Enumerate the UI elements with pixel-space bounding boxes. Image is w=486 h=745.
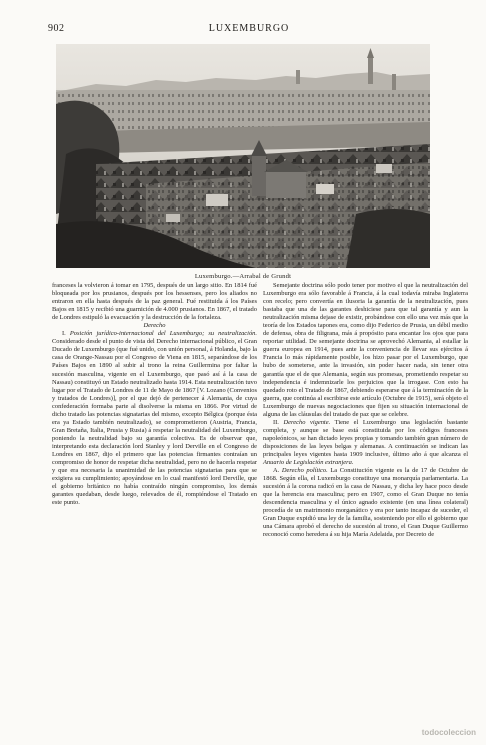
yearbook-title: Anuario de Legislación extranjera.: [263, 459, 354, 467]
paragraph: [52, 330, 257, 507]
paragraph: franceses la volvieron á tomar en 1795, después de un largo sitio. En 1814 fué bloqueada por los prusianos, después por los hessenses, pero los aliados no entraron en ella hasta después de la paz general. Fué restituida á los Países Bajos en 1815 y recibió una guarnición de 4.000 prusianos. En 1867, el tratado de Londres estipuló la evacuación y la destrucción de la fortaleza.: [52, 282, 257, 322]
section-label: I.: [62, 330, 66, 338]
watermark: todocoleccion: [421, 728, 476, 737]
paragraph: [263, 419, 468, 467]
running-head: LUXEMBURGO: [208, 23, 290, 34]
subsection-title: Derecho vigente.: [283, 418, 331, 426]
section-label: A.: [273, 467, 280, 475]
subsection-title: Posición jurídico-internacional del Luxemburgo; su neutralización.: [69, 330, 257, 338]
city-photograph: [56, 44, 430, 268]
paragraph-body: Considerado desde el punto de vista del Derecho internacional público, el Gran Ducado de Luxemburgo (que fué unido, con unión personal, á Holanda, bajo la casa de Orange-Nassau por el Congreso de Viena en 1815, separándose de los Países Bajos en 1890 al subir al trono la reina Guillermina por faltar la sucesión masculina, vigente en el Luxemburgo, que pasó así á la casa de Nassau) constituyó un Estado neutralizado hasta 1914. Esta neutralización tuvo lugar por el Tratado de Londres de 11 de Mayo de 1867 [V. Lozano (Convenios y tratados de Londres)], por el que dejó de pertenecer á Alemania, de cuya confederación formaba parte al disolverse la misma en 1866. Por virtud de dicho tratado las potencias signatarias del mismo, excepto Bélgica (porque ésta era ya Estado también neutralizado), se comprometieron (Austria, Francia, Gran Bretaña, Italia, Prusia y Rusia) á respetar la neutralidad del Luxemburgo, poniendo la neutralidad bajo su garantía colectiva. Es de observar que, interpretando esta declaración lord Stanley y lord Derville en el Congreso de Londres en 1867, dijo el primero que las potencias firmantes contraían un compromiso de honor de respetar dicha neutralidad, pero no de hacerla respetar y que era necesaria la unanimidad de las potencias signatarias para que se exigiera su cumplimiento; apoyándose en lo cual manifestó lord Derville, que el gobierno británico no había contraído ningún compromiso, los demás garantes quedaban, desde luego, relevados de él, rompiéndose el Tratado en este punto.: [52, 338, 257, 507]
left-column: [52, 282, 257, 507]
right-column: [263, 282, 468, 540]
paragraph: [263, 467, 468, 539]
figure-caption: Luxemburgo.—Arrabal de Grundt: [194, 273, 292, 280]
page-number: 902: [48, 23, 65, 34]
paragraph-body: La Constitución vigente es la de 17 de Octubre de 1868. Según ella, el Luxemburgo constituye una monarquía parlamentaria. La sucesión á la corona radicó en la casa de Nassau, y dicha ley hace poco desde que la herencia era masculina; pero en 1907, como el Gran Duque no tenía descendencia masculina y el único agnado existente (en una línea colateral) procedía de un matrimonio morganático y era por tanto incapaz de suceder, el Gran Duque expidió una ley de la familia, sosteniendo por ello el gobierno que una Cámara aprobó el derecho de sucesión al trono, el Gran Duque Guillermo reconoció como heredera á su hija María Adelaida, por Decreto de: [263, 467, 468, 539]
paragraph-body: Tiene el Luxemburgo una legislación bastante completa, y aunque se base está constituida por los códigos franceses napoleónicos, se han dictado leyes propias y tomando también gran número de disposiciones de las leyes belgas y alemanas. A continuación se indican las principales leyes vigentes hasta 1909 inclusive, último año á que alcanza el: [263, 418, 468, 458]
paragraph: Semejante doctrina sólo podo tener por motivo el que la neutralización del Luxemburgo era sólo favorable á Francia, á la cual todavía miraba Inglaterra con recelo; pero convertía en ilusoria la garantía de la neutralización, pues bastaba que una de las garantes deshiciese para que tal garantía y aun la neutralización misma dejase de existir, probándose con ello una vez más que la teoría de los Estados tapones era, como dijo Federico de Prusia, un débil medio de defensa, obra de filigrana, más á propósito para encantar los ojos que para reportar utilidad. De semejante doctrina se aprovechó Alemania, al estallar la guerra europea en 1914, pues ante la conveniencia de llevar sus ejércitos á Francia lo más rápidamente posible, los hizo pasar por el Luxemburgo, que hubo de someterse, ante la invasión, sin poder hacer nada, sin tener otra garantía que el de que Alemania, según sus promesas, prometiendo respetar su independencia é indemnizarle los perjuicios que la irrogase. Con esto ha quedado roto el Tratado de 1867, debiendo esperarse que á la terminación de la guerra, que continúa al escribirse este artículo (Octubre de 1915), será objeto el Luxemburgo de nuevas negociaciones que fijen su situación internacional de alguna de las cláusulas del tratado de paz que se celebre.: [263, 282, 468, 418]
section-title: Derecho: [143, 322, 166, 330]
cityscape-illustration: [56, 44, 430, 268]
subsection-title: Derecho político.: [281, 467, 328, 475]
section-label: II.: [273, 418, 279, 426]
page-header: [48, 23, 450, 37]
